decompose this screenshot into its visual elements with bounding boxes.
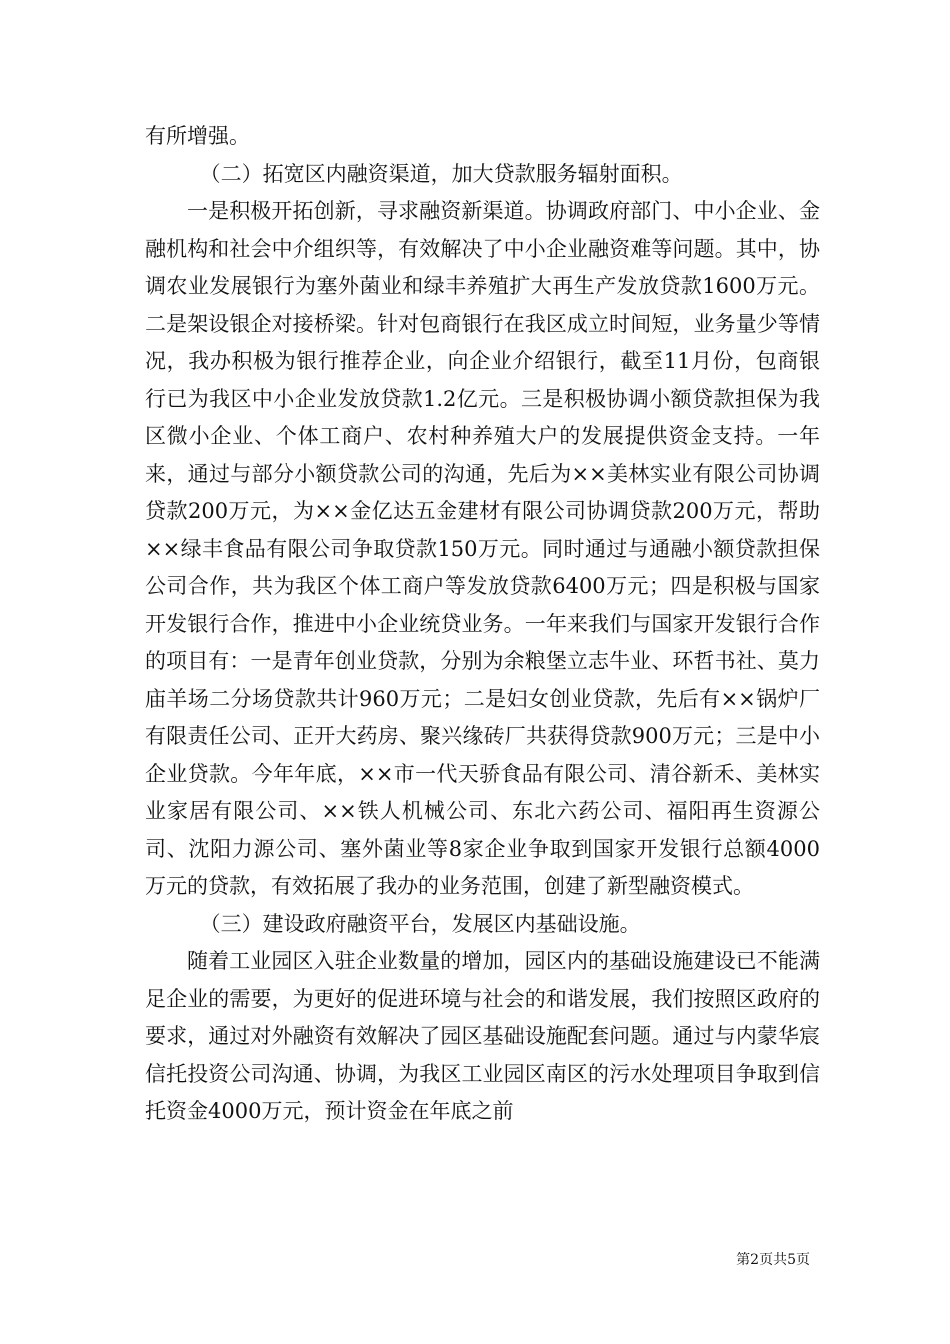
document-body	[145, 118, 820, 1131]
section-heading-2: （二）拓宽区内融资渠道，加大贷款服务辐射面积。	[199, 161, 683, 186]
paragraph-infrastructure: 随着工业园区入驻企业数量的增加，园区内的基础设施建设已不能满足企业的需要，为更好的促进环境与社会的和谐发展，我们按照区政府的要求，通过对外融资有效解决了园区基础设施配套问题。通过与内蒙华宸信托投资公司沟通、协调，为我区工业园区南区的污水处理项目争取到信托资金4000万元，预计资金在年底之前	[145, 949, 820, 1123]
page-number: 第2页共5页	[736, 1252, 810, 1268]
section-heading-3: （三）建设政府融资平台，发展区内基础设施。	[199, 911, 641, 936]
paragraph-continuation: 有所增强。	[145, 124, 250, 148]
paragraph-financing-channels: 一是积极开拓创新，寻求融资新渠道。协调政府部门、中小企业、金融机构和社会中介组织等，有效解决了中小企业融资难等问题。其中，协调农业发展银行为塞外菌业和绿丰养殖扩大再生产发放贷款1600万元。二是架设银企对接桥梁。针对包商银行在我区成立时间短，业务量少等情况，我办积极为银行推荐企业，向企业介绍银行，截至11月份，包商银行已为我区中小企业发放贷款1.2亿元。三是积极协调小额贷款担保为我区微小企业、个体工商户、农村种养殖大户的发展提供资金支持。一年来，通过与部分小额贷款公司的沟通，先后为××美林实业有限公司协调贷款200万元，为××金亿达五金建材有限公司协调贷款200万元，帮助××绿丰食品有限公司争取贷款150万元。同时通过与通融小额贷款担保公司合作，共为我区个体工商户等发放贷款6400万元；四是积极与国家开发银行合作，推进中小企业统贷业务。一年来我们与国家开发银行合作的项目有：一是青年创业贷款，分别为余粮堡立志牛业、环哲书社、莫力庙羊场二分场贷款共计960万元；二是妇女创业贷款，先后有××锅炉厂有限责任公司、正开大药房、聚兴缘砖厂共获得贷款900万元；三是中小企业贷款。今年年底，××市一代天骄食品有限公司、清谷新禾、美林实业家居有限公司、××铁人机械公司、东北六药公司、福阳再生资源公司、沈阳力源公司、塞外菌业等8家企业争取到国家开发银行总额4000万元的贷款，有效拓展了我办的业务范围，创建了新型融资模式。	[145, 199, 820, 898]
